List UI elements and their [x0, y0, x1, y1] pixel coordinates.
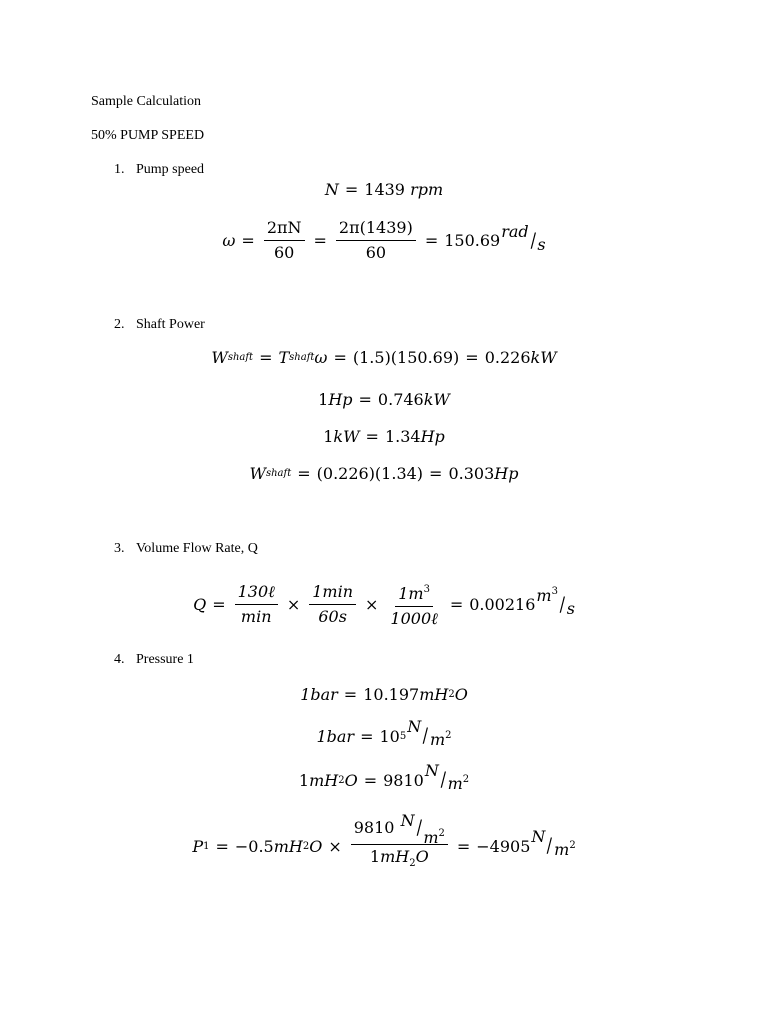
section-number: 3. — [114, 541, 125, 556]
fraction-1min-60s: $\frac{1\min}{60s}$ — [309, 582, 356, 627]
rpm-value: 1439 — [364, 180, 405, 199]
n-per-m2-unit: N / $m^2$ — [407, 717, 452, 749]
rpm-unit: rpm — [410, 180, 444, 199]
q-unit: $m^3$ / s — [536, 585, 575, 618]
fraction-9810-per-mh2o: 9810 N / $m^2$ $1mH_2O$ — [351, 818, 448, 874]
equation-hp-conversion: 1 Hp = 0.746 kW — [318, 390, 450, 409]
equation-flow-rate: Q = $\frac{\text{130ℓ}}{\min}$ × $\frac{1\min}{60s}$ × $\frac{1m^3}{\text{1000ℓ}}$ = 0.00216 $m^3$ / s — [193, 582, 575, 628]
section-number: 1. — [114, 162, 125, 177]
fraction-1m3-1000l: $\frac{1m^3}{\text{1000ℓ}}$ — [387, 580, 440, 629]
n-per-m2-unit: N / $m^2$ — [424, 761, 470, 793]
section-heading-volume-flow-rate: Volume Flow Rate, Q — [136, 541, 258, 556]
fraction-2pin-60: $\frac{2\pi N}{60}$ — [264, 218, 305, 263]
n-per-m2-unit: N / $m^2$ — [531, 827, 576, 859]
section-heading-shaft-power: Shaft Power — [136, 317, 205, 332]
w-shaft-hp-value: 0.303 — [448, 464, 495, 483]
equation-w-shaft-hp: W shaft = (0.226)(1.34) = 0.303 Hp — [249, 464, 519, 483]
fraction-2pi1439-60: $\frac{2\pi(1439)}{60}$ — [336, 218, 416, 263]
document-title: Sample Calculation — [91, 94, 202, 109]
equation-bar-to-mh2o: 1bar = 10.197 mH 2 O — [300, 685, 468, 704]
equation-rpm: N = 1439 rpm — [324, 180, 444, 199]
q-value: 0.00216 — [469, 595, 536, 614]
equation-bar-to-pascal: 1bar = 10 5 N / $m^2$ — [316, 717, 452, 749]
equation-w-shaft: W shaft = T shaft ω = (1.5)(150.69) = 0.226 kW — [211, 348, 557, 367]
fraction-130l-min: $\frac{\text{130ℓ}}{\min}$ — [235, 582, 278, 627]
omega-unit: rad / s — [501, 221, 546, 254]
equation-pressure-p1: P 1 = −0.5 mH 2 O × 9810 N / $m^2$ $1mH_2O$ = −4905 N / $m^2$ — [0, 818, 768, 874]
section-number: 4. — [114, 652, 125, 667]
section-number: 2. — [114, 317, 125, 332]
equation-kw-conversion: 1 kW = 1.34 Hp — [323, 427, 445, 446]
omega-value: 150.69 — [444, 231, 501, 250]
equation-mh2o-to-pascal: 1 mH 2 O = 9810 N / $m^2$ — [298, 761, 470, 793]
section-heading-pump-speed: Pump speed — [136, 162, 205, 177]
section-heading-pressure-1: Pressure 1 — [136, 652, 194, 667]
w-shaft-value: 0.226 — [484, 348, 531, 367]
equation-omega: ω = $\frac{2\pi N}{60}$ = $\frac{2\pi(1439)}{60}$ = 150.69 rad / s — [222, 218, 546, 262]
document-subtitle: 50% PUMP SPEED — [91, 128, 205, 143]
p1-value: −4905 — [476, 836, 531, 856]
